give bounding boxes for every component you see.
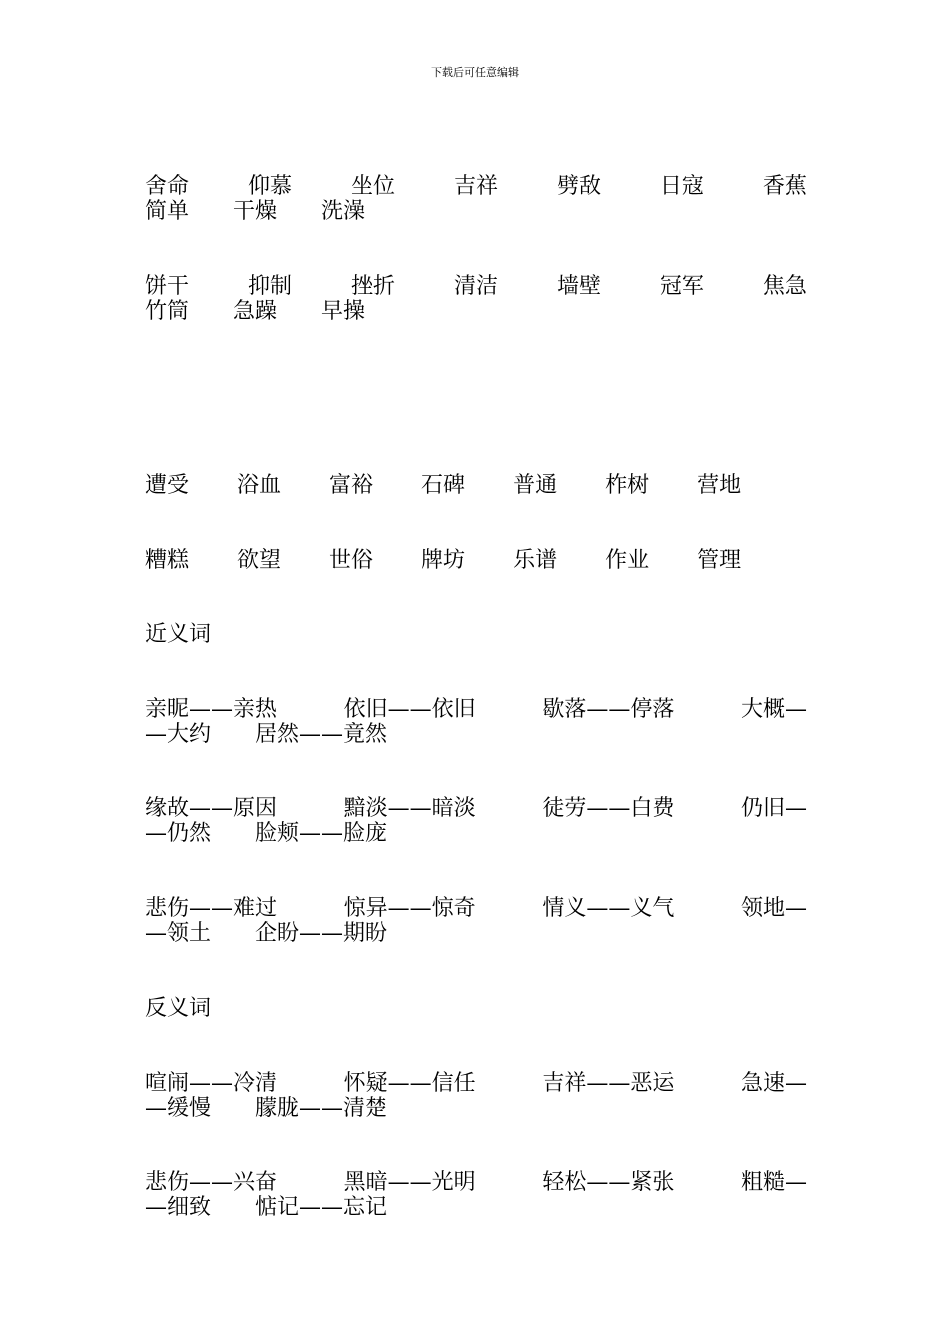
pair-line xyxy=(145,821,807,846)
word-pair: 缘故——原因 xyxy=(145,796,278,821)
word-pair: 黑暗——光明 xyxy=(343,1170,476,1195)
word-pair: 朦胧——清楚 xyxy=(255,1096,388,1121)
antonyms-heading: 反义词 xyxy=(145,996,212,1021)
pair-line xyxy=(145,896,807,921)
word-pair: 领地— xyxy=(740,896,807,921)
word: 急躁 xyxy=(233,299,278,324)
word-pair: —细致 xyxy=(145,1195,212,1220)
word-pair: 企盼——期盼 xyxy=(255,921,388,946)
word: 抑制 xyxy=(247,274,292,299)
word: 劈敌 xyxy=(556,174,601,199)
word: 柞树 xyxy=(605,473,650,498)
word-line xyxy=(145,199,807,224)
word-group-2 xyxy=(145,274,807,324)
word: 简单 xyxy=(145,199,190,224)
word-pair: 亲昵——亲热 xyxy=(145,697,278,722)
word-group-1 xyxy=(145,174,807,224)
word-pair: —仍然 xyxy=(145,821,212,846)
word: 牌坊 xyxy=(421,548,466,573)
word-pair: 依旧——依旧 xyxy=(343,697,476,722)
word: 饼干 xyxy=(145,274,190,299)
word: 舍命 xyxy=(145,174,190,199)
pair-line xyxy=(145,921,807,946)
pair-line xyxy=(145,722,807,747)
word-pair: —缓慢 xyxy=(145,1096,212,1121)
word: 焦急 xyxy=(762,274,807,299)
word-pair: 轻松——紧张 xyxy=(542,1170,675,1195)
word: 冠军 xyxy=(659,274,704,299)
word: 遭受 xyxy=(145,473,190,498)
word-line xyxy=(145,299,807,324)
word: 营地 xyxy=(697,473,742,498)
word-pair: 急速— xyxy=(740,1071,807,1096)
word: 普通 xyxy=(513,473,558,498)
word-line xyxy=(145,174,807,199)
word-pair: 仍旧— xyxy=(740,796,807,821)
word-line xyxy=(145,473,807,498)
word-pair: 大概— xyxy=(740,697,807,722)
word-pair: 惦记——忘记 xyxy=(255,1195,388,1220)
word-pair: 惊异——惊奇 xyxy=(343,896,476,921)
word: 香蕉 xyxy=(762,174,807,199)
word: 洗澡 xyxy=(321,199,366,224)
page-header: 下载后可任意编辑 xyxy=(431,66,519,79)
word-pair: 居然——竟然 xyxy=(255,722,388,747)
word: 早操 xyxy=(321,299,366,324)
word: 欲望 xyxy=(237,548,282,573)
pair-line xyxy=(145,1071,807,1096)
word: 坐位 xyxy=(350,174,395,199)
word: 糟糕 xyxy=(145,548,190,573)
word: 管理 xyxy=(697,548,742,573)
word: 挫折 xyxy=(350,274,395,299)
word: 仰慕 xyxy=(247,174,292,199)
word: 墙壁 xyxy=(556,274,601,299)
word-pair: —领土 xyxy=(145,921,212,946)
word: 吉祥 xyxy=(453,174,498,199)
word-line xyxy=(145,548,807,573)
synonym-pair-group xyxy=(145,697,807,747)
synonyms-heading: 近义词 xyxy=(145,622,212,647)
word-pair: —大约 xyxy=(145,722,212,747)
antonym-pair-group xyxy=(145,1170,807,1220)
word: 乐谱 xyxy=(513,548,558,573)
antonym-pair-group xyxy=(145,1071,807,1121)
word-pair: 情义——义气 xyxy=(542,896,675,921)
word-pair: 粗糙— xyxy=(740,1170,807,1195)
word: 作业 xyxy=(605,548,650,573)
word-group-4 xyxy=(145,548,807,573)
word-pair: 脸颊——脸庞 xyxy=(255,821,388,846)
pair-line xyxy=(145,1195,807,1220)
word-pair: 徒劳——白费 xyxy=(542,796,675,821)
synonym-pair-group xyxy=(145,896,807,946)
word-line xyxy=(145,274,807,299)
word-pair: 歇落——停落 xyxy=(542,697,675,722)
word-pair: 怀疑——信任 xyxy=(343,1071,476,1096)
word: 富裕 xyxy=(329,473,374,498)
word-pair: 吉祥——恶运 xyxy=(542,1071,675,1096)
word-pair: 喧闹——冷清 xyxy=(145,1071,278,1096)
word: 石碑 xyxy=(421,473,466,498)
word-pair: 悲伤——难过 xyxy=(145,896,278,921)
word: 竹筒 xyxy=(145,299,190,324)
pair-line xyxy=(145,697,807,722)
word: 浴血 xyxy=(237,473,282,498)
word-pair: 悲伤——兴奋 xyxy=(145,1170,278,1195)
synonym-pair-group xyxy=(145,796,807,846)
word-group-3 xyxy=(145,473,807,498)
word: 世俗 xyxy=(329,548,374,573)
word: 日寇 xyxy=(659,174,704,199)
pair-line xyxy=(145,796,807,821)
pair-line xyxy=(145,1096,807,1121)
word-pair: 黯淡——暗淡 xyxy=(343,796,476,821)
pair-line xyxy=(145,1170,807,1195)
word: 干燥 xyxy=(233,199,278,224)
word: 清洁 xyxy=(453,274,498,299)
